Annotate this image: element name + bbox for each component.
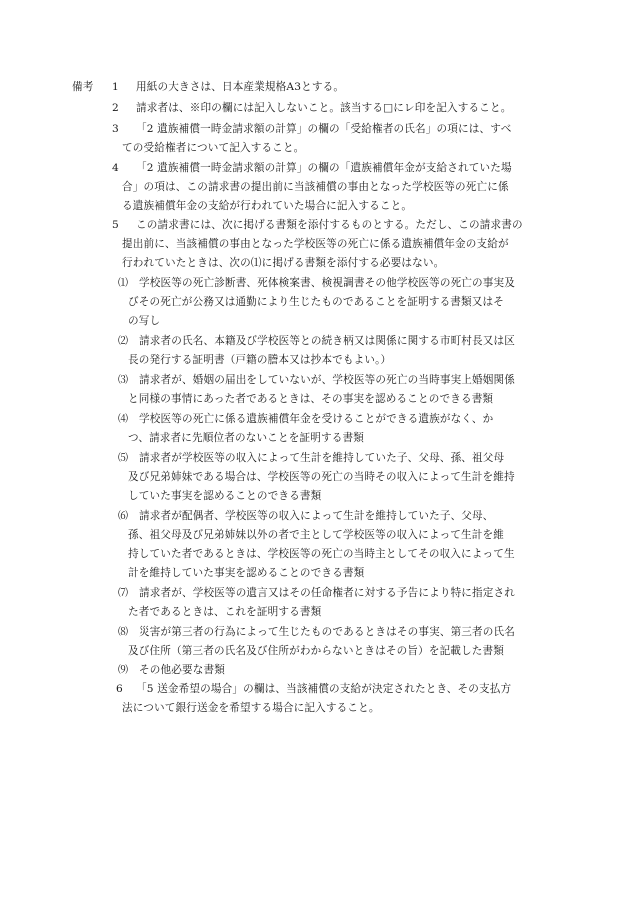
- item-text-line: 請求者の氏名、本籍及び学校医等との続き柄又は関係に関する市町村長又は区: [139, 335, 516, 347]
- item-number: ⑸: [118, 453, 129, 464]
- note-text-line: この請求書には、次に掲げる書類を添付するものとする。ただし、この請求書の: [136, 219, 523, 231]
- note-text-line: ての受給権者について記入すること。: [122, 142, 305, 154]
- item-number: ⑷: [118, 414, 129, 425]
- item-text-line: 及び住所（第三者の氏名及び住所がわからないときはその旨）を記載した書類: [128, 645, 505, 657]
- item-number: ⑻: [118, 627, 129, 638]
- item-number: ⑹: [118, 511, 129, 522]
- item-text-line: その他必要な書類: [139, 664, 225, 676]
- note-number: 3: [112, 123, 119, 135]
- item-number: ⑴: [118, 278, 129, 289]
- note-number: 4: [112, 162, 119, 174]
- item-number: ⑺: [118, 588, 129, 599]
- note-number: 5: [112, 219, 119, 231]
- item-text-line: つ、請求者に先順位者のないことを証明する書類: [128, 432, 364, 444]
- note-number: 6: [116, 683, 123, 695]
- note-number: 1: [112, 81, 119, 93]
- item-text-line: 及び兄弟姉妹である場合は、学校医等の死亡の当時その収入によって生計を維持: [128, 471, 515, 483]
- item-text-line: の写し: [128, 315, 161, 327]
- item-text-line: と同様の事情にあった者であるときは、その事実を認めることのできる書類: [128, 393, 494, 405]
- note-text-line: 合」の項は、この請求書の提出前に当該補償の事由となった学校医等の死亡に係: [122, 181, 509, 193]
- note-text-line: る遺族補償年金の支給が行われていた場合に記入すること。: [122, 200, 413, 212]
- item-text-line: 請求者が学校医等の収入によって生計を維持していた子、父母、孫、祖父母: [139, 452, 505, 464]
- item-text-line: 請求者が、学校医等の遺言又はその任命権者に対する予告により特に指定され: [139, 587, 516, 599]
- item-text-line: 災害が第三者の行為によって生じたものであるときはその事実、第三者の氏名: [139, 626, 516, 638]
- note-text-line: 法について銀行送金を希望する場合に記入すること。: [122, 702, 380, 714]
- item-text-line: 計を維持していた事実を認めることのできる書類: [128, 567, 365, 579]
- remarks-heading: 備考: [72, 81, 94, 93]
- item-number: ⑵: [118, 336, 129, 347]
- item-number: ⑼: [118, 665, 129, 676]
- item-text-line: た者であるときは、これを証明する書類: [128, 606, 322, 618]
- item-text-line: 学校医等の死亡診断書、死体検案書、検視調書その他学校医等の死亡の事実及: [139, 277, 516, 289]
- item-text-line: 持していた者であるときは、学校医等の死亡の当時主としてその収入によって生: [128, 548, 515, 560]
- note-text-line: 「2 遺族補償一時金請求額の計算」の欄の「遺族補償年金が支給されていた場: [136, 162, 512, 174]
- item-number: ⑶: [118, 375, 129, 386]
- item-text-line: 孫、祖父母及び兄弟姉妹以外の者で主として学校医等の収入によって生計を維: [128, 529, 505, 541]
- item-text-line: していた事実を認めることのできる書類: [128, 490, 322, 502]
- note-number: 2: [112, 102, 119, 114]
- note-text-line: 用紙の大きさは、日本産業規格A3とする。: [136, 81, 345, 93]
- item-text-line: 学校医等の死亡に係る遺族補償年金を受けることができる遺族がなく、か: [139, 413, 494, 425]
- note-text-line: 提出前に、当該補償の事由となった学校医等の死亡に係る遺族補償年金の支給が: [122, 238, 509, 250]
- item-text-line: びその死亡が公務又は通勤により生じたものであることを証明する書類又はそ: [128, 296, 505, 308]
- note-text-line: 「2 遺族補償一時金請求額の計算」の欄の「受給権者の氏名」の項には、すべ: [136, 123, 512, 135]
- item-text-line: 請求者が、婚姻の届出をしていないが、学校医等の死亡の当時事実上婚姻関係: [139, 374, 516, 386]
- note-text-line: 「5 送金希望の場合」の欄は、当該補償の支給が決定されたとき、その支払方: [136, 683, 512, 695]
- note-text-line: 行われていたときは、次の⑴に掲げる書類を添付する必要はない。: [122, 257, 445, 269]
- note-text-line: 請求者は、※印の欄には記入しないこと。該当する□にレ印を記入すること。: [136, 102, 512, 114]
- item-text-line: 請求者が配偶者、学校医等の収入によって生計を維持していた子、父母、: [139, 510, 494, 522]
- item-text-line: 長の発行する証明書（戸籍の謄本又は抄本でもよい。）: [128, 354, 392, 366]
